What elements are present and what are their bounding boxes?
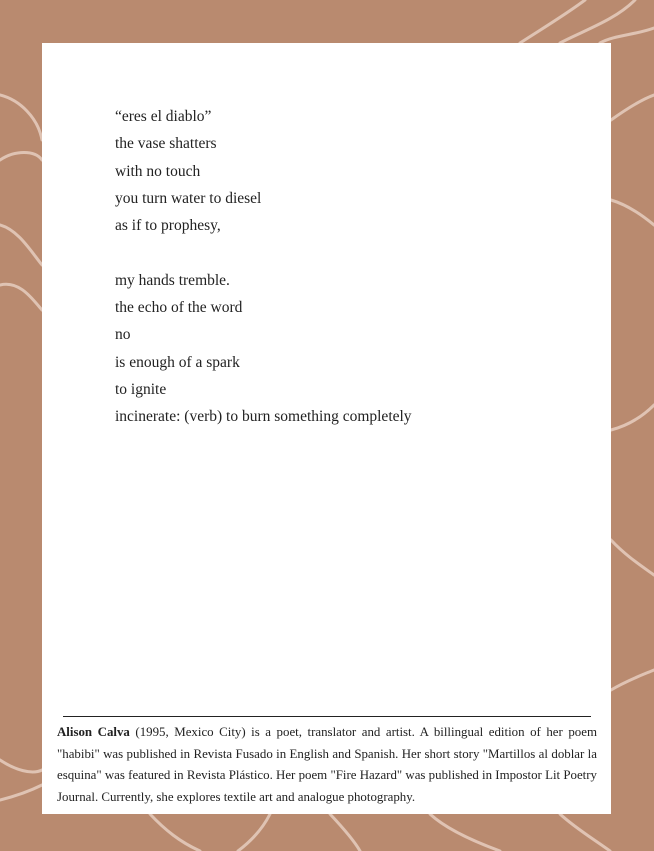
poem-line: is enough of a spark bbox=[115, 353, 240, 371]
author-bio bbox=[57, 722, 597, 808]
author-name: Alison Calva bbox=[57, 725, 130, 739]
poem-line: the vase shatters bbox=[115, 135, 217, 153]
poem-line: “eres el diablo” bbox=[115, 108, 212, 125]
poem-line: my hands tremble. bbox=[115, 271, 230, 289]
poem-line: the echo of the word bbox=[115, 299, 243, 317]
poem-line: incinerate: (verb) to burn something completely bbox=[115, 408, 412, 426]
stanza-break bbox=[115, 239, 412, 266]
poem-line: to ignite bbox=[115, 380, 167, 398]
poem-line: as if to prophesy, bbox=[115, 217, 221, 235]
poem-line: you turn water to diesel bbox=[115, 189, 262, 207]
divider-rule bbox=[63, 716, 591, 717]
author-bio-text: (1995, Mexico City) is a poet, translator and artist. A billingual edition of her poem "habibi" was published in Revista Fusado in English and Spanish. Her short story "Martillos al doblar la esquina" was featured in Revista Plástico. Her poem "Fire Hazard" was published in Impostor Lit Poetry Journal. Currently, she explores textile art and analogue photography. bbox=[57, 725, 597, 804]
poem-line: no bbox=[115, 326, 131, 344]
poem-line: with no touch bbox=[115, 162, 201, 180]
poem bbox=[115, 103, 412, 431]
document-page bbox=[42, 43, 611, 814]
